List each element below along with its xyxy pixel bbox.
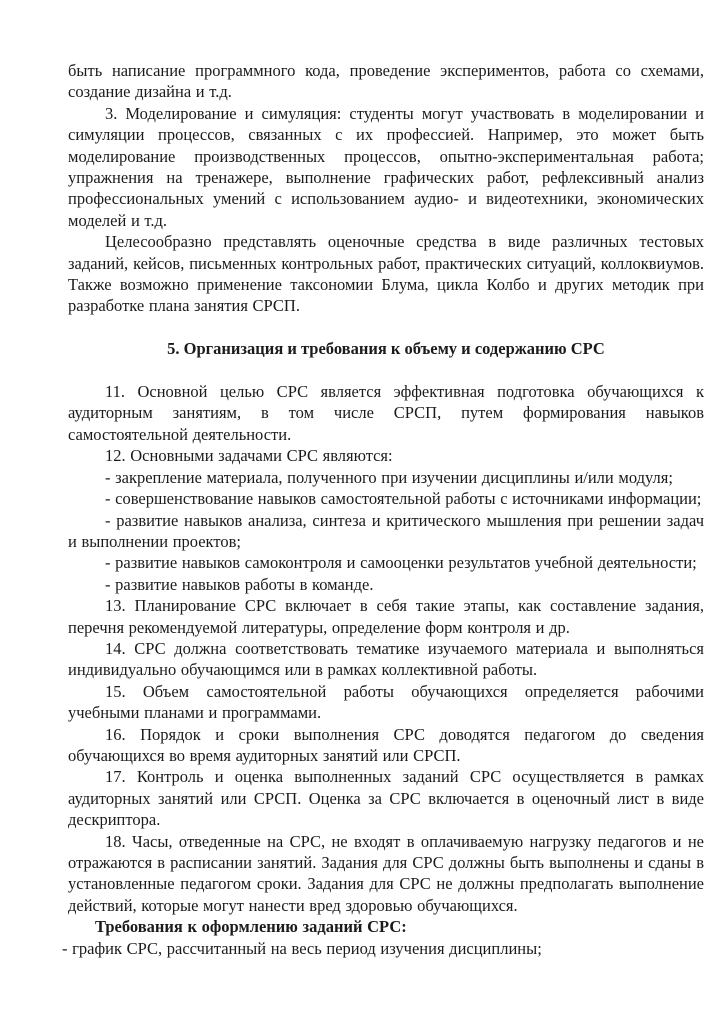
- paragraph-clause-11: 11. Основной целью СРС является эффективная подготовка обучающихся к аудиторным занятиям, в том числе СРСП, путем формирования навыков самостоятельной деятельности.: [68, 382, 704, 444]
- list-item-tasks-5: - развитие навыков работы в команде.: [105, 574, 374, 594]
- paragraph-continuation: быть написание программного кода, проведение экспериментов, работа со схемами, создание дизайна и т.д.: [68, 61, 704, 102]
- paragraph-clause-14: 14. СРС должна соответствовать тематике изучаемого материала и выполняться индивидуально обучающимся или в рамках коллективной работы.: [68, 638, 704, 680]
- subheading-requirements: Требования к оформлению заданий СРС:: [95, 917, 407, 937]
- list-item-tasks-4: - развитие навыков самоконтроля и самооценки результатов учебной деятельности;: [105, 553, 697, 573]
- paragraph-clause-12: 12. Основными задачами СРС являются:: [105, 446, 393, 466]
- paragraph-clause-17: 17. Контроль и оценка выполненных заданий СРС осуществляется в рамках аудиторных занятий или СРСП. Оценка за СРС включается в оценочный лист в виде дескриптора.: [68, 767, 704, 830]
- paragraph-item-3: 3. Моделирование и симуляция: студенты могут участвовать в моделировании и симуляции процессов, связанных с их профессией. Например, это может быть моделирование производственных процессов, опытно-экспериментальная работа; упражнения на тренажере, выполнение графических работ, рефлексивный анализ профессиональных умений с использованием аудио- и видеотехники, экономических моделей и т.д.: [68, 103, 704, 230]
- paragraph-clause-13: 13. Планирование СРС включает в себя такие этапы, как составление задания, перечня рекомендуемой литературы, определение форм контроля и др.: [68, 596, 704, 637]
- list-item-tasks-3: - развитие навыков анализа, синтеза и критического мышления при решении задач и выполнении проектов;: [68, 510, 704, 551]
- list-item-tasks-2: - совершенствование навыков самостоятельной работы с источниками информации;: [105, 489, 702, 509]
- paragraph-clause-16: 16. Порядок и сроки выполнения СРС доводятся педагогом до сведения обучающихся во время аудиторных занятий или СРСП.: [68, 724, 704, 765]
- paragraph-clause-15: 15. Объем самостоятельной работы обучающихся определяется рабочими учебными планами и программами.: [68, 681, 704, 723]
- paragraph-clause-18: 18. Часы, отведенные на СРС, не входят в оплачиваемую нагрузку педагогов и не отражаются в расписании занятий. Задания для СРС должны быть выполнены и сданы в установленные педагогом сроки. Задания для СРС не должны предполагать выполнение действий, которые могут нанести вред здоровью обучающихся.: [68, 831, 704, 915]
- list-item-tasks-1: - закрепление материала, полученного при изучении дисциплины и/или модуля;: [105, 467, 673, 487]
- section-heading: 5. Организация и требования к объему и содержанию СРС: [167, 339, 605, 359]
- paragraph-assessment: Целесообразно представлять оценочные средства в виде различных тестовых заданий, кейсов, письменных контрольных работ, практических ситуаций, коллоквиумов. Также возможно применение таксономии Блума, цикла Колбо и других методик при разработке плана занятия СРСП.: [68, 232, 704, 316]
- list-item-schedule: - график СРС, рассчитанный на весь период изучения дисциплины;: [62, 938, 542, 958]
